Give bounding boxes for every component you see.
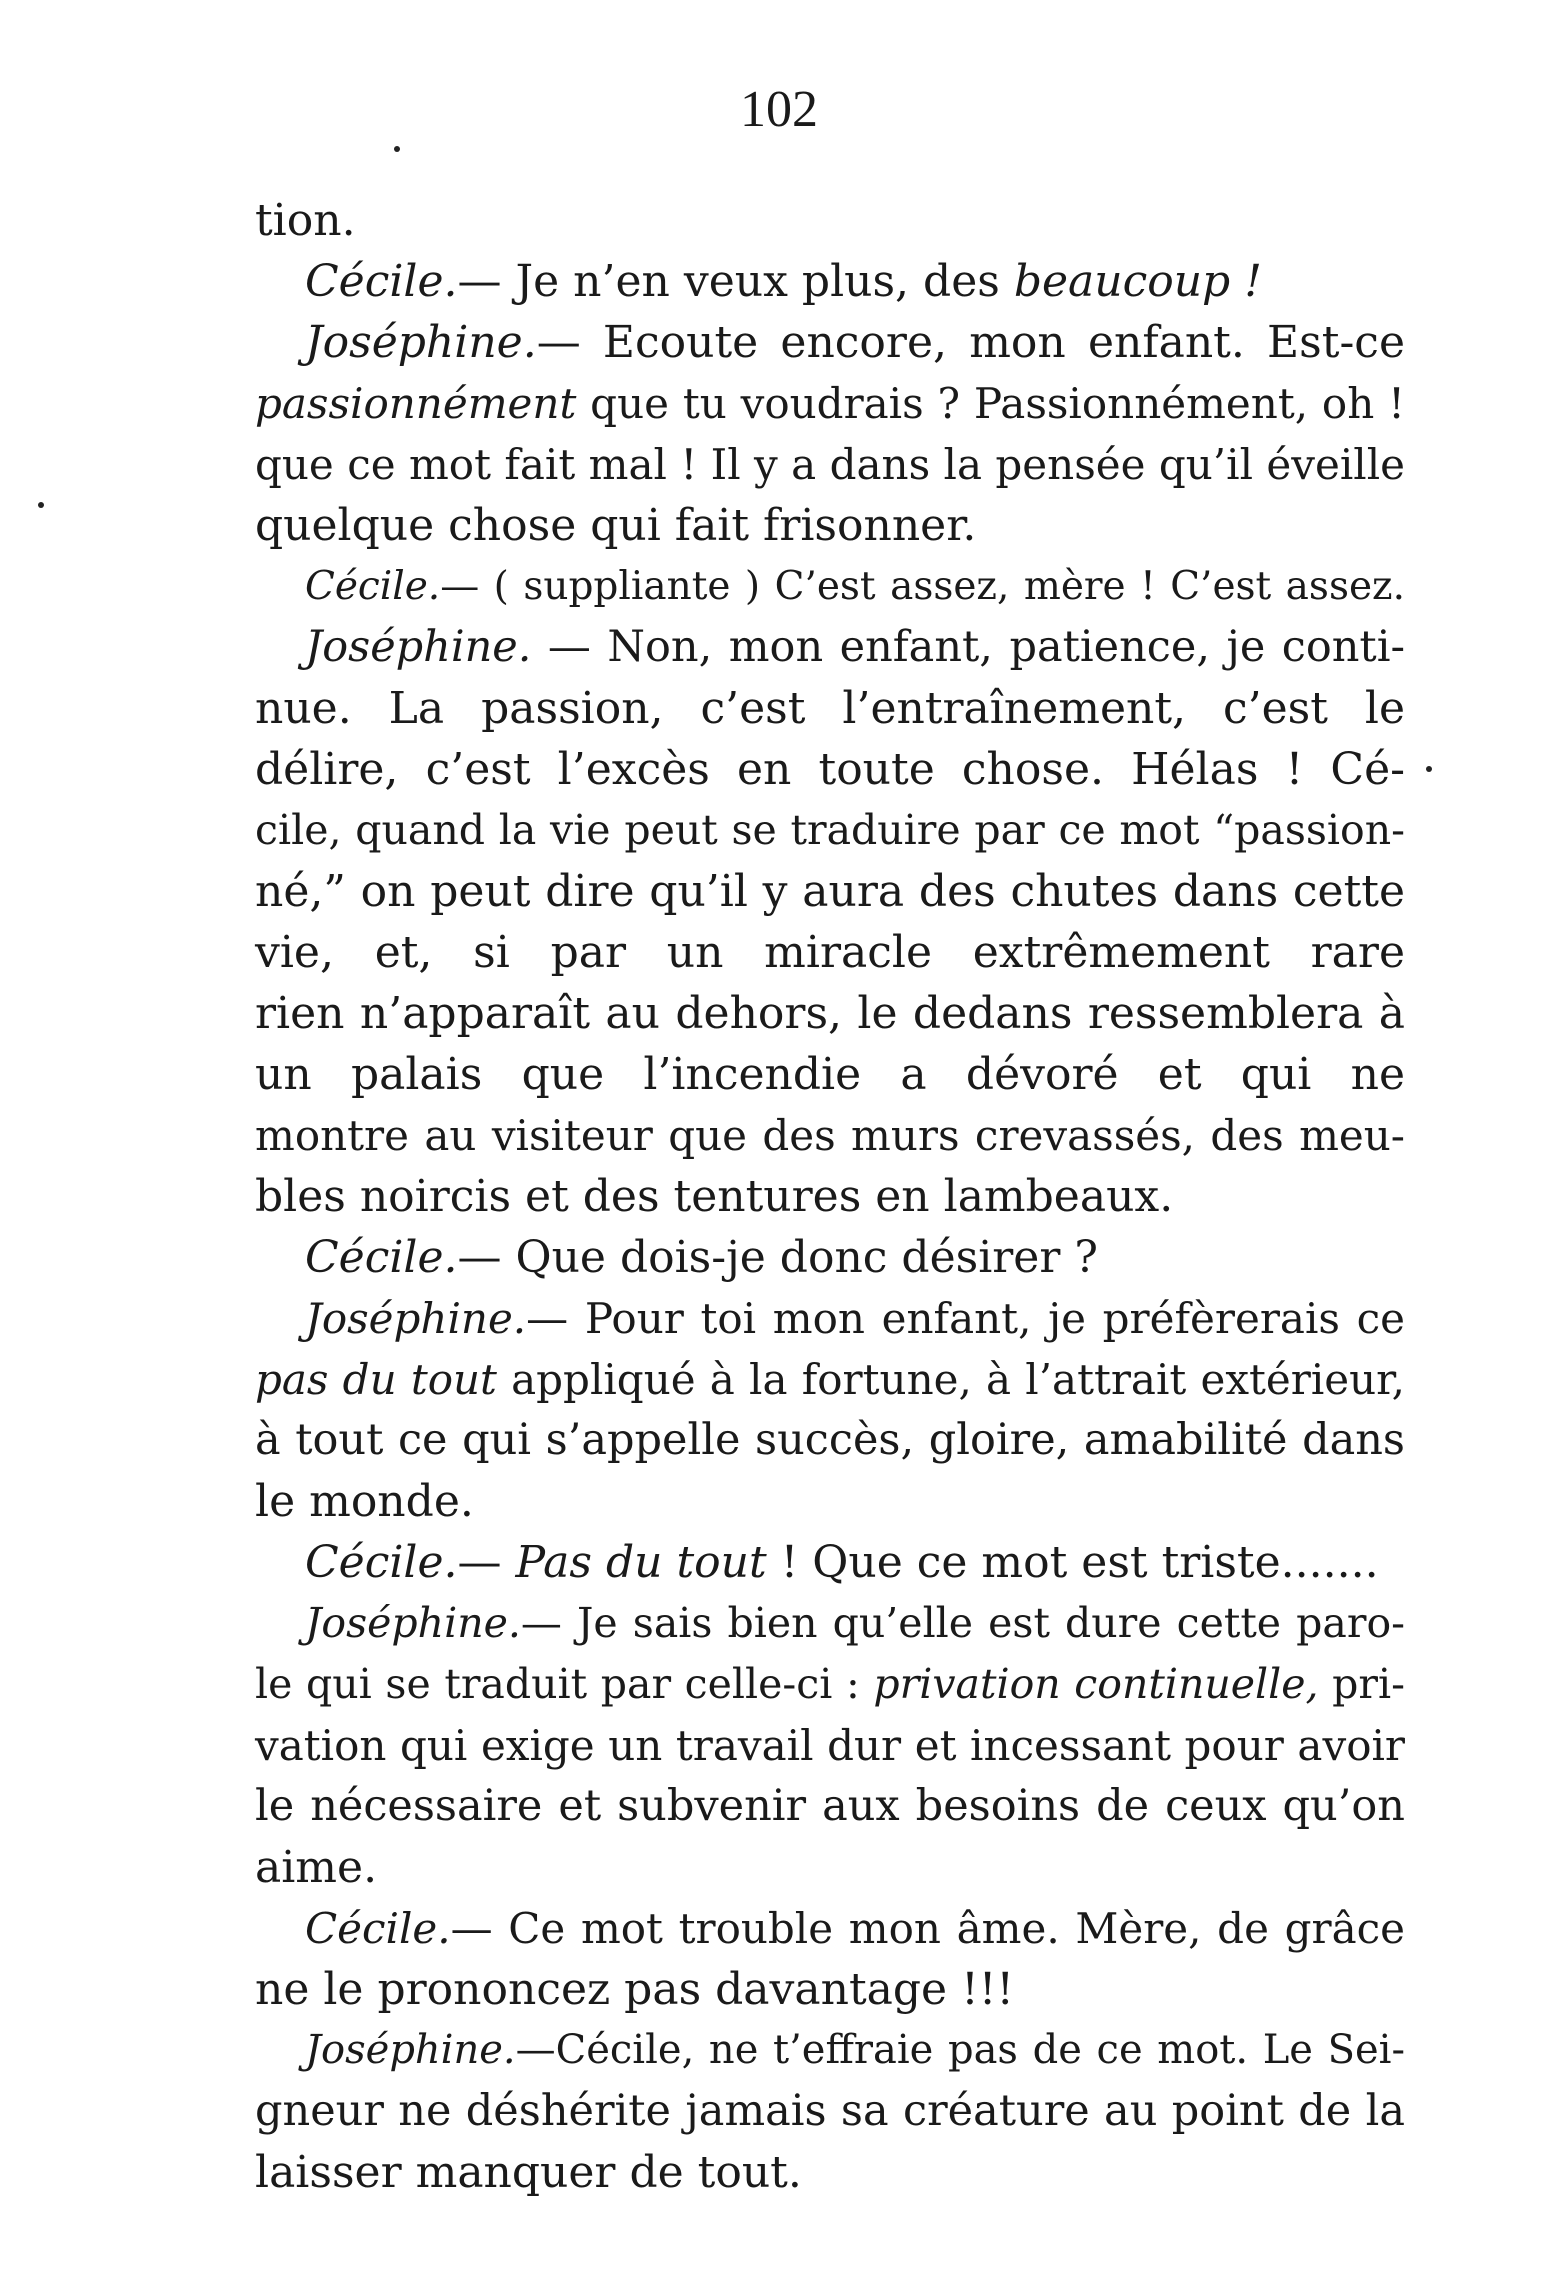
text-segment: gneur ne déshérite jamais sa créature au point de la: [255, 2086, 1405, 2136]
text-segment: à tout ce qui s’appelle succès, gloire, amabilité dans: [255, 1415, 1405, 1465]
text-line: [255, 1471, 1405, 1532]
text-segment: que tu voudrais ? Passionnément, oh !: [576, 379, 1405, 428]
text-line: [255, 251, 1405, 312]
italic-text: Joséphine.: [305, 317, 537, 368]
text-line: [255, 1227, 1405, 1288]
text-segment: nue. La passion, c’est l’entraînement, c’est le: [255, 683, 1405, 734]
text-line: [255, 617, 1405, 678]
text-segment: bles noircis et des tentures en lambeaux.: [255, 1171, 1174, 1222]
italic-text: beaucoup !: [1013, 256, 1262, 307]
italic-text: passionnément: [255, 379, 577, 428]
italic-text: Cécile.: [305, 1232, 458, 1283]
text-segment: un palais que l’incendie a dévoré et qui ne: [255, 1049, 1405, 1100]
text-segment: délire, c’est l’excès en toute chose. Hélas ! Cé-: [255, 744, 1405, 795]
text-segment: — Que dois-je donc désirer ?: [457, 1232, 1098, 1283]
text-line: [255, 1410, 1405, 1471]
italic-text: Cécile.: [305, 1904, 451, 1953]
text-line: [255, 1593, 1405, 1654]
text-segment: — Non, mon enfant, patience, je conti-: [531, 622, 1405, 672]
text-line: [255, 1959, 1405, 2020]
text-segment: rien n’apparaît au dehors, le dedans ressemblera à: [255, 988, 1405, 1039]
text-line: [255, 312, 1405, 373]
italic-text: Pas du tout: [515, 1537, 767, 1588]
italic-text: Cécile.: [305, 256, 458, 307]
text-line: [255, 1776, 1405, 1837]
text-segment: que ce mot fait mal ! Il y a dans la pensée qu’il éveille: [255, 440, 1405, 489]
text-segment: ne le prononcez pas davantage !!!: [255, 1964, 1015, 2015]
text-line: [255, 739, 1405, 800]
text-line: [255, 1898, 1405, 1959]
text-segment: le monde.: [255, 1476, 474, 1527]
print-speck: [1426, 766, 1432, 772]
text-line: [255, 861, 1405, 922]
italic-text: Joséphine.: [305, 2027, 516, 2073]
print-speck: [38, 502, 44, 508]
italic-text: pas du tout: [255, 1355, 497, 1404]
italic-text: Joséphine.: [305, 1294, 527, 1343]
text-line: [255, 2081, 1405, 2142]
text-segment: — Je n’en veux plus, des: [457, 256, 1014, 307]
text-segment: — Ce mot trouble mon âme. Mère, de grâce: [450, 1904, 1405, 1953]
text-segment: appliqué à la fortune, à l’attrait extérieur,: [496, 1355, 1405, 1404]
text-segment: né,” on peut dire qu’il y aura des chutes dans cette: [255, 866, 1405, 917]
text-line: [255, 1837, 1405, 1898]
text-line: [255, 800, 1405, 861]
text-segment: — Pour toi mon enfant, je préfèrerais ce: [526, 1294, 1405, 1343]
text-segment: montre au visiteur que des murs crevassés, des meu-: [255, 1111, 1405, 1160]
text-segment: tion.: [255, 195, 356, 246]
text-segment: vation qui exige un travail dur et incessant pour avoir: [255, 1721, 1405, 1770]
text-segment: aime.: [255, 1842, 378, 1893]
text-segment: le nécessaire et subvenir aux besoins de ceux qu’on: [255, 1781, 1405, 1831]
page-number: 102: [740, 81, 818, 138]
text-line: [255, 922, 1405, 983]
text-line: [255, 1715, 1405, 1776]
text-line: [255, 1105, 1405, 1166]
text-segment: laisser manquer de tout.: [255, 2147, 802, 2198]
text-segment: — ( suppliante ) C’est assez, mère ! C’est assez.: [440, 564, 1405, 609]
italic-text: Joséphine.: [305, 1599, 521, 1647]
text-line: [255, 983, 1405, 1044]
text-line: [255, 2142, 1405, 2203]
text-segment: ! Que ce mot est triste.......: [766, 1537, 1379, 1588]
text-line: [255, 373, 1405, 434]
print-speck: [394, 146, 400, 152]
text-segment: — Je sais bien qu’elle est dure cette paro-: [520, 1599, 1405, 1647]
italic-text: privation continuelle,: [873, 1660, 1319, 1708]
italic-text: Joséphine.: [305, 622, 532, 672]
text-line: [255, 1532, 1405, 1593]
text-line: [255, 1166, 1405, 1227]
text-line: [255, 1654, 1405, 1715]
text-segment: quelque chose qui fait frisonner.: [255, 500, 977, 551]
text-line: [255, 1349, 1405, 1410]
italic-text: Cécile.: [305, 564, 441, 609]
text-line: [255, 1288, 1405, 1349]
text-segment: vie, et, si par un miracle extrêmement rare: [255, 927, 1405, 978]
text-line: [255, 1044, 1405, 1105]
body-text: [255, 190, 1405, 2203]
text-line: [255, 434, 1405, 495]
text-segment: pri-: [1318, 1660, 1405, 1708]
text-segment: cile, quand la vie peut se traduire par ce mot “passion-: [255, 806, 1405, 854]
text-line: [255, 190, 1405, 251]
text-line: [255, 495, 1405, 556]
text-line: [255, 556, 1405, 617]
italic-text: Cécile.: [305, 1537, 458, 1588]
text-segment: —Cécile, ne t’effraie pas de ce mot. Le Sei-: [515, 2027, 1405, 2073]
text-line: [255, 2020, 1405, 2081]
text-segment: —: [457, 1537, 516, 1588]
text-segment: — Ecoute encore, mon enfant. Est-ce: [536, 317, 1405, 368]
text-line: [255, 678, 1405, 739]
text-segment: le qui se traduit par celle-ci :: [255, 1660, 874, 1708]
